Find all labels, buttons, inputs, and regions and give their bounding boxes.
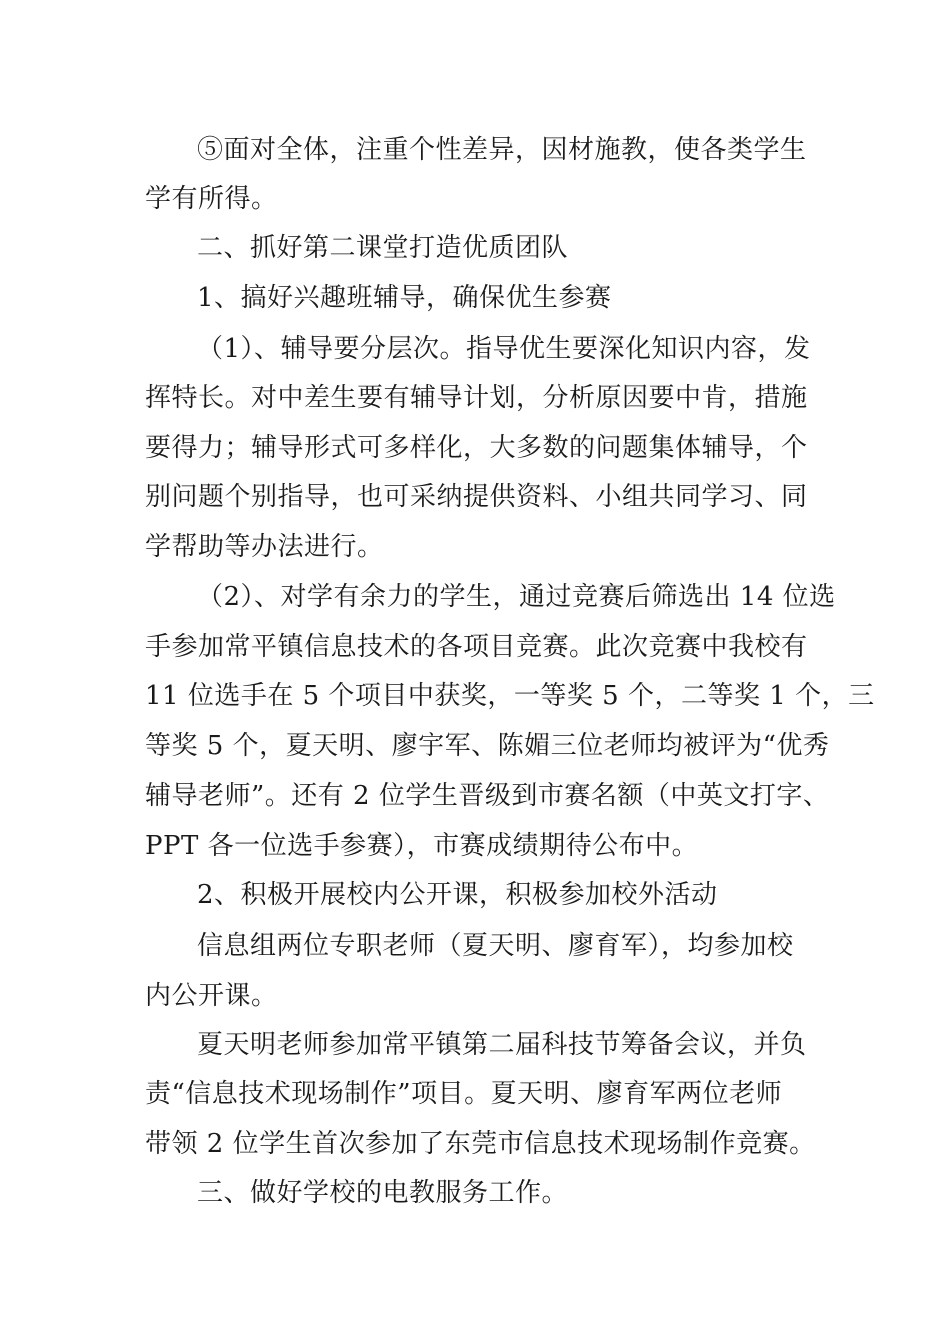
paragraph-line: 要得力；辅导形式可多样化，大多数的问题集体辅导，个 — [145, 433, 808, 463]
paragraph-line: 别问题个别指导，也可采纳提供资料、小组共同学习、同 — [145, 482, 808, 512]
paragraph-line: 信息组两位专职老师（夏天明、廖育军），均参加校 — [197, 931, 794, 961]
paragraph-line: 挥特长。对中差生要有辅导计划，分析原因要中肯，措施 — [145, 383, 808, 413]
paragraph-line: 学帮助等办法进行。 — [145, 532, 384, 562]
paragraph-line: （2）、对学有余力的学生，通过竞赛后筛选出 14 位选 — [197, 582, 836, 612]
paragraph-line: 带领 2 位学生首次参加了东莞市信息技术现场制作竞赛。 — [145, 1129, 816, 1159]
paragraph-line: 辅导老师”。还有 2 位学生晋级到市赛名额（中英文打字、 — [145, 781, 830, 811]
paragraph-line: ⑤面对全体，注重个性差异，因材施教，使各类学生 — [197, 135, 807, 165]
subsection-heading: 1、搞好兴趣班辅导，确保优生参赛 — [197, 283, 612, 313]
paragraph-line: PPT 各一位选手参赛），市赛成绩期待公布中。 — [145, 831, 699, 861]
paragraph-line: 手参加常平镇信息技术的各项目竞赛。此次竞赛中我校有 — [145, 632, 808, 662]
paragraph-line: 夏天明老师参加常平镇第二届科技节筹备会议，并负 — [197, 1030, 807, 1060]
paragraph-line: 学有所得。 — [145, 184, 278, 214]
paragraph-line: （1）、辅导要分层次。指导优生要深化知识内容，发 — [197, 334, 811, 364]
paragraph-line: 等奖 5 个，夏天明、廖宇军、陈媚三位老师均被评为“优秀 — [145, 731, 830, 761]
section-heading: 三、做好学校的电教服务工作。 — [197, 1178, 569, 1208]
paragraph-line: 内公开课。 — [145, 981, 278, 1011]
paragraph-line: 11 位选手在 5 个项目中获奖，一等奖 5 个，二等奖 1 个，三 — [145, 681, 875, 711]
section-heading: 二、抓好第二课堂打造优质团队 — [197, 233, 569, 263]
paragraph-line: 责“信息技术现场制作”项目。夏天明、廖育军两位老师 — [145, 1079, 783, 1109]
subsection-heading: 2、积极开展校内公开课，积极参加校外活动 — [197, 880, 718, 910]
